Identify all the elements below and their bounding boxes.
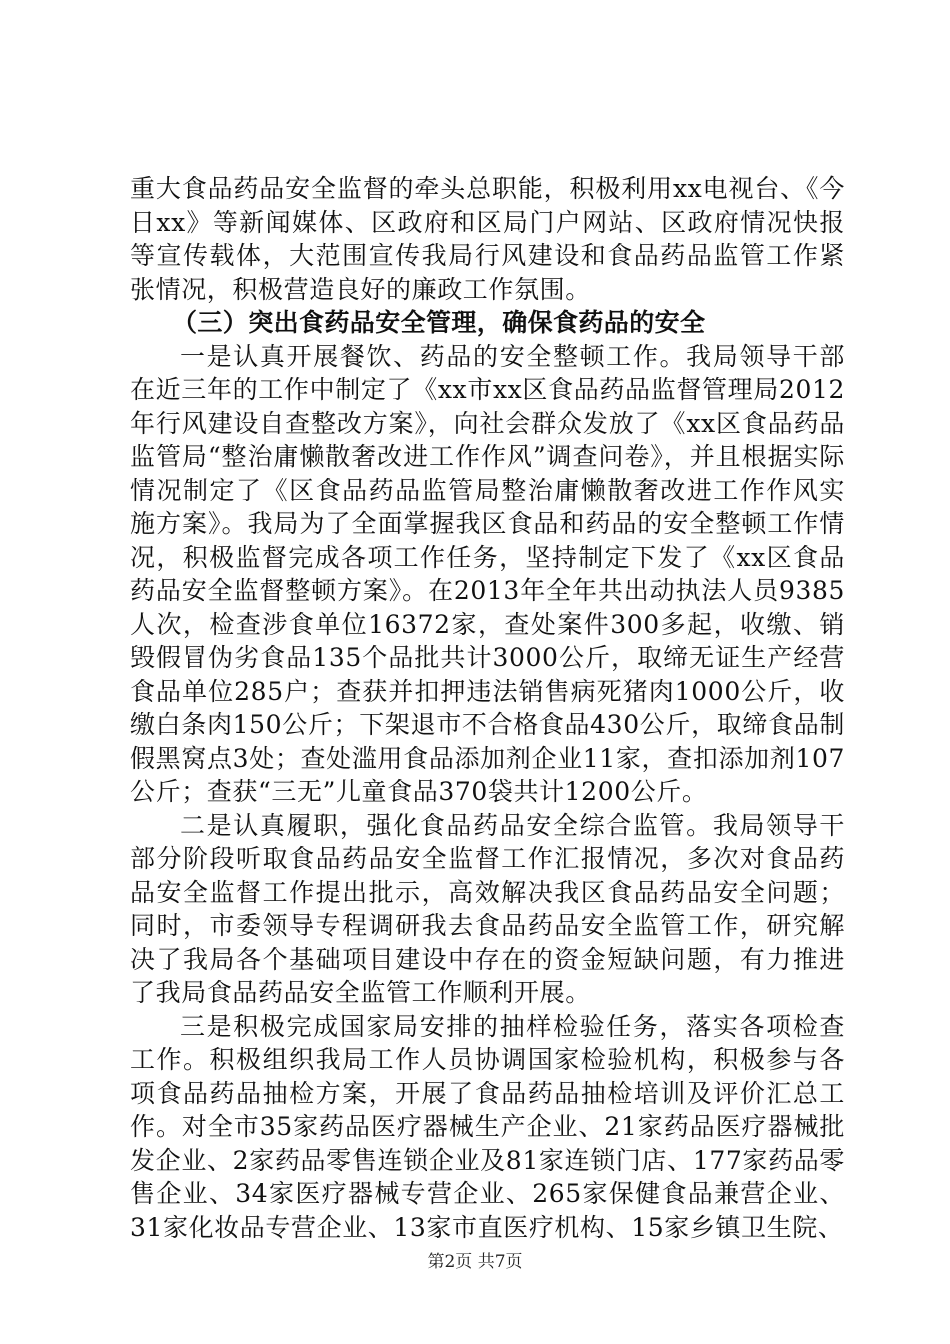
document-body <box>130 172 845 1244</box>
paragraph-three: 三是积极完成国家局安排的抽样检验任务，落实各项检查工作。积极组织我局工作人员协调国家检验机构，积极参与各项食品药品抽检方案，开展了食品药品抽检培训及评价汇总工作。对全市35家药品医疗器械生产企业、21家药品医疗器械批发企业、2家药品零售连锁企业及81家连锁门店、177家药品零售企业、34家医疗器械专营企业、265家保健食品兼营企业、31家化妆品专营企业、13家市直医疗机构、15家乡镇卫生院、 <box>130 1011 845 1242</box>
section-heading: （三）突出食药品安全管理，确保食药品的安全 <box>172 308 706 337</box>
paragraph-two: 二是认真履职，强化食品药品安全综合监管。我局领导干部分阶段听取食品药品安全监督工作汇报情况，多次对食品药品安全监督工作提出批示，高效解决我区食品药品安全问题；同时，市委领导专程调研我去食品药品安全监管工作，研究解决了我局各个基础项目建设中存在的资金短缺问题，有力推进了我局食品药品安全监管工作顺利开展。 <box>130 810 845 1007</box>
page-number-footer: 第2页 共7页 <box>427 1252 523 1272</box>
paragraph-one: 一是认真开展餐饮、药品的安全整顿工作。我局领导干部在近三年的工作中制定了《xx市xx区食品药品监督管理局2012年行风建设自查整改方案》，向社会群众发放了《xx区食品药品监管局“整治庸懒散奢改进工作作风”调查问卷》，并且根据实际情况制定了《区食品药品监管局整治庸懒散奢改进工作作风实施方案》。我局为了全面掌握我区食品和药品的安全整顿工作情况，积极监督完成各项工作任务，坚持制定下发了《xx区食品药品安全监督整顿方案》。在2013年全年共出动执法人员9385人次，检查涉食单位16372家，查处案件300多起，收缴、销毁假冒伪劣食品135个品批共计3000公斤，取缔无证生产经营食品单位285户；查获并扣押违法销售病死猪肉1000公斤，收缴白条肉150公斤；下架退市不合格食品430公斤，取缔食品制假黑窝点3处；查处滥用食品添加剂企业11家，查扣添加剂107公斤；查获“三无”儿童食品370袋共计1200公斤。 <box>130 341 845 806</box>
paragraph-continued: 重大食品药品安全监督的牵头总职能，积极利用xx电视台、《今日xx》等新闻媒体、区政府和区局门户网站、区政府情况快报等宣传载体，大范围宣传我局行风建设和食品药品监管工作紧张情况，积极营造良好的廉政工作氛围。 <box>130 174 845 304</box>
